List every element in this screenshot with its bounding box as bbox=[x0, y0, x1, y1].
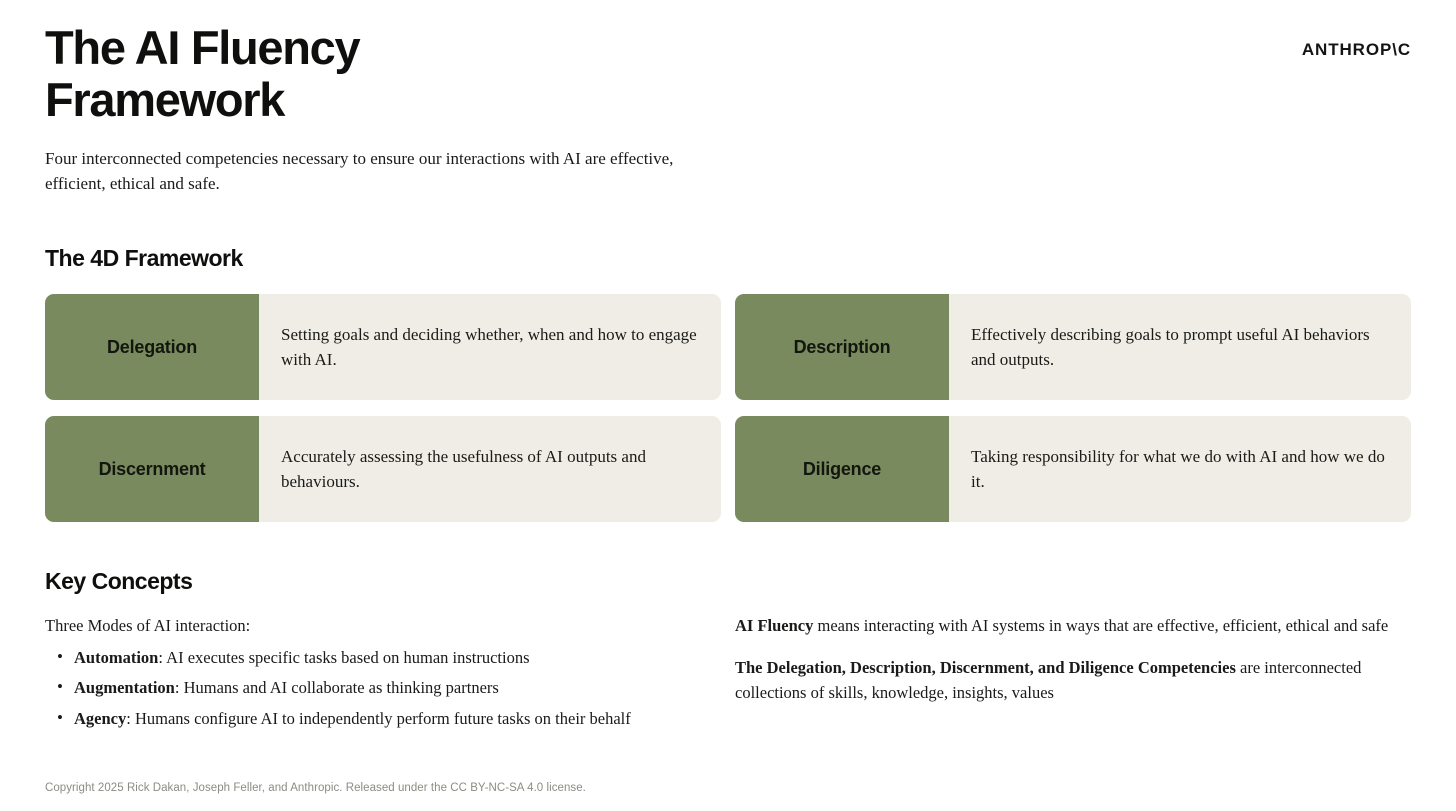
list-item bbox=[49, 645, 691, 671]
page-title: The AI Fluency Framework bbox=[45, 21, 360, 126]
framework-section-heading: The 4D Framework bbox=[45, 245, 243, 272]
modes-list bbox=[45, 645, 691, 732]
list-item-term: Augmentation bbox=[74, 678, 175, 698]
header bbox=[45, 0, 1411, 197]
card-description: Setting goals and deciding whether, when and how to engage with AI. bbox=[281, 324, 697, 370]
footer-copyright: Copyright 2025 Rick Dakan, Joseph Feller, and Anthropic. Released under the CC BY-NC-SA 4.0 license. bbox=[45, 782, 586, 794]
framework-card-grid bbox=[45, 294, 1411, 522]
list-item-text: Humans configure AI to independently perform future tasks on their behalf bbox=[134, 709, 631, 729]
concept-term: AI Fluency bbox=[735, 616, 814, 636]
concept-paragraph-competencies bbox=[735, 655, 1411, 706]
list-item bbox=[49, 706, 691, 732]
anthropic-logo: ANTHROP\C bbox=[1301, 40, 1411, 59]
key-concepts-grid bbox=[45, 613, 1411, 736]
modes-intro-text: Three Modes of AI interaction: bbox=[45, 616, 251, 636]
concept-text: are interconnected collections of skills, knowledge, insights, values bbox=[735, 657, 1362, 703]
framework-card-discernment[interactable] bbox=[45, 416, 721, 522]
card-description: Effectively describing goals to prompt useful AI behaviors and outputs. bbox=[971, 324, 1370, 370]
list-item-term: Automation bbox=[74, 647, 159, 667]
list-item-separator: : bbox=[126, 709, 135, 729]
concept-text: means interacting with AI systems in ways that are effective, efficient, ethical and safe bbox=[813, 616, 1389, 636]
list-item-separator: : bbox=[174, 678, 184, 698]
card-label: Diligence bbox=[735, 416, 949, 522]
key-concepts-left-column bbox=[45, 613, 721, 736]
key-concepts-right-column bbox=[735, 613, 1411, 736]
list-item-text: AI executes specific tasks based on human instructions bbox=[166, 647, 530, 667]
framework-card-delegation[interactable] bbox=[45, 294, 721, 400]
card-label: Delegation bbox=[45, 294, 259, 400]
concept-term: The Delegation, Description, Discernment, and Diligence Competencies bbox=[735, 657, 1236, 677]
page-subtitle: Four interconnected competencies necessary to ensure our interactions with AI are effective, efficient, ethical and safe. bbox=[45, 149, 674, 194]
list-item-text: Humans and AI collaborate as thinking partners bbox=[183, 678, 499, 698]
card-description: Taking responsibility for what we do with AI and how we do it. bbox=[971, 446, 1385, 492]
key-concepts-section-heading: Key Concepts bbox=[45, 568, 193, 595]
card-description: Accurately assessing the usefulness of AI outputs and behaviours. bbox=[281, 446, 646, 492]
list-item-separator: : bbox=[158, 647, 167, 667]
card-label: Discernment bbox=[45, 416, 259, 522]
card-label: Description bbox=[735, 294, 949, 400]
framework-card-description[interactable] bbox=[735, 294, 1411, 400]
list-item-term: Agency bbox=[74, 709, 127, 729]
framework-card-diligence[interactable] bbox=[735, 416, 1411, 522]
concept-paragraph-ai-fluency bbox=[735, 613, 1411, 639]
list-item bbox=[49, 675, 691, 701]
